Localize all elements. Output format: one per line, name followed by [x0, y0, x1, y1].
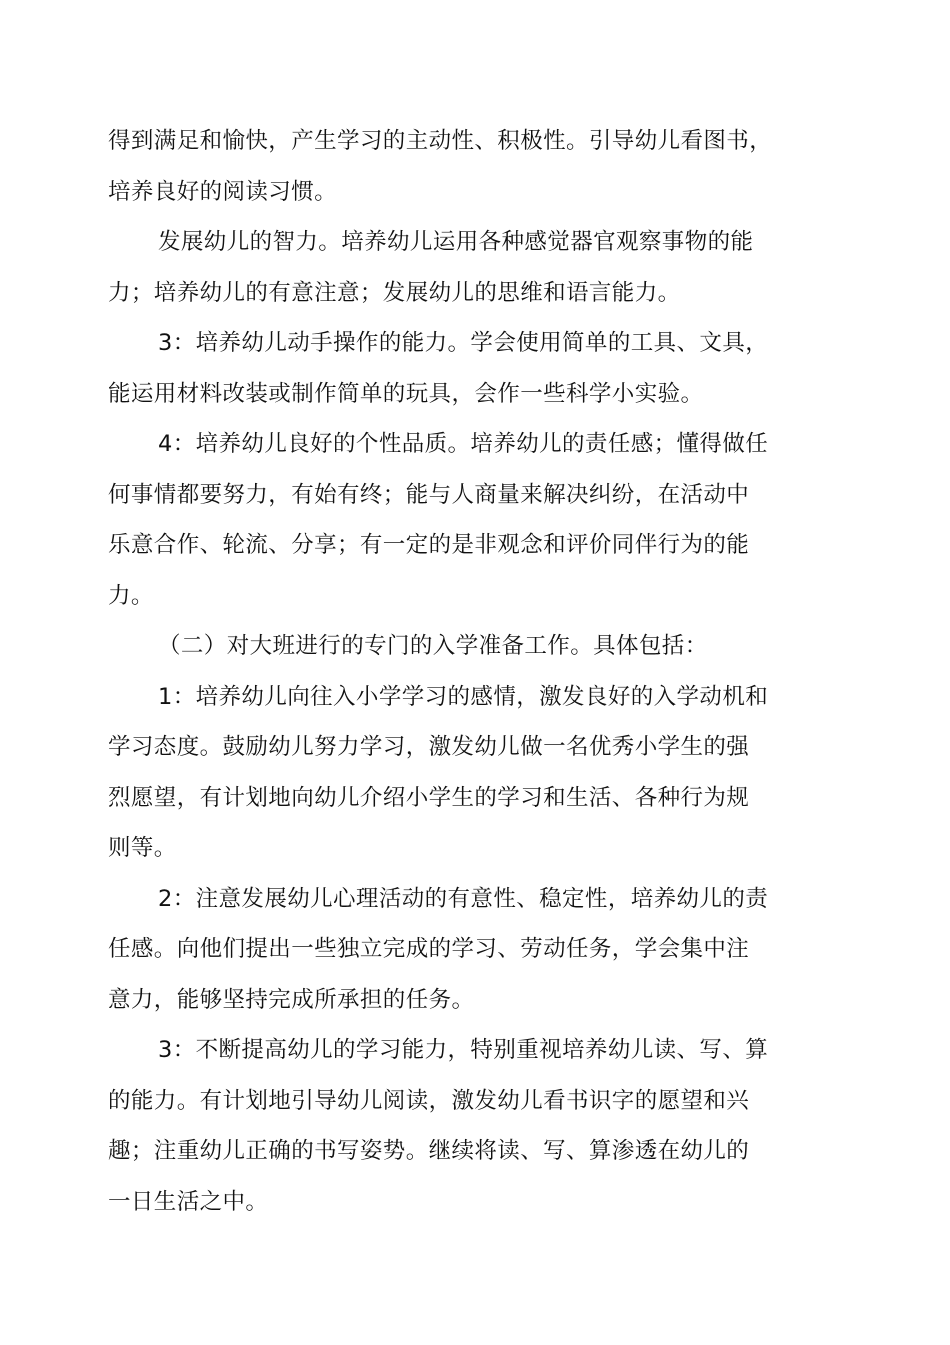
- text-line: 力。: [108, 582, 154, 609]
- text-line: 的能力。有计划地引导幼儿阅读，激发幼儿看书识字的愿望和兴: [108, 1087, 750, 1114]
- text-line: 趣；注重幼儿正确的书写姿势。继续将读、写、算渗透在幼儿的: [108, 1138, 750, 1164]
- text-line: 一日生活之中。: [108, 1188, 269, 1215]
- text-line: 学习态度。鼓励幼儿努力学习，激发幼儿做一名优秀小学生的强: [108, 734, 750, 760]
- section-heading: （二）对大班进行的专门的入学准备工作。具体包括：: [158, 633, 708, 659]
- text-line: 4：培养幼儿良好的个性品质。培养幼儿的责任感；懂得做任: [158, 431, 769, 457]
- text-line: 3：培养幼儿动手操作的能力。学会使用简单的工具、文具，: [158, 330, 769, 356]
- text-line: 培养良好的阅读习惯。: [108, 178, 338, 205]
- text-line: 3：不断提高幼儿的学习能力，特别重视培养幼儿读、写、算: [158, 1037, 769, 1063]
- text-line: 力；培养幼儿的有意注意；发展幼儿的思维和语言能力。: [108, 279, 681, 306]
- text-line: 能运用材料改装或制作简单的玩具，会作一些科学小实验。: [108, 380, 704, 407]
- text-line: 乐意合作、轮流、分享；有一定的是非观念和评价同伴行为的能: [108, 532, 750, 558]
- text-line: 1：培养幼儿向往入小学学习的感情，激发良好的入学动机和: [158, 683, 769, 710]
- body-text: [108, 116, 776, 1227]
- text-line: 何事情都要努力，有始有终；能与人商量来解决纠纷，在活动中: [108, 481, 750, 508]
- text-line: 任感。向他们提出一些独立完成的学习、劳动任务，学会集中注: [108, 936, 750, 962]
- text-line: 则等。: [108, 835, 177, 861]
- text-line: 发展幼儿的智力。培养幼儿运用各种感觉器官观察事物的能: [158, 229, 754, 255]
- text-line: 得到满足和愉快，产生学习的主动性、积极性。引导幼儿看图书，: [108, 128, 773, 154]
- text-line: 2：注意发展幼儿心理活动的有意性、稳定性，培养幼儿的责: [158, 885, 769, 912]
- text-line: 意力，能够坚持完成所承担的任务。: [108, 986, 475, 1013]
- text-line: 烈愿望，有计划地向幼儿介绍小学生的学习和生活、各种行为规: [108, 784, 750, 811]
